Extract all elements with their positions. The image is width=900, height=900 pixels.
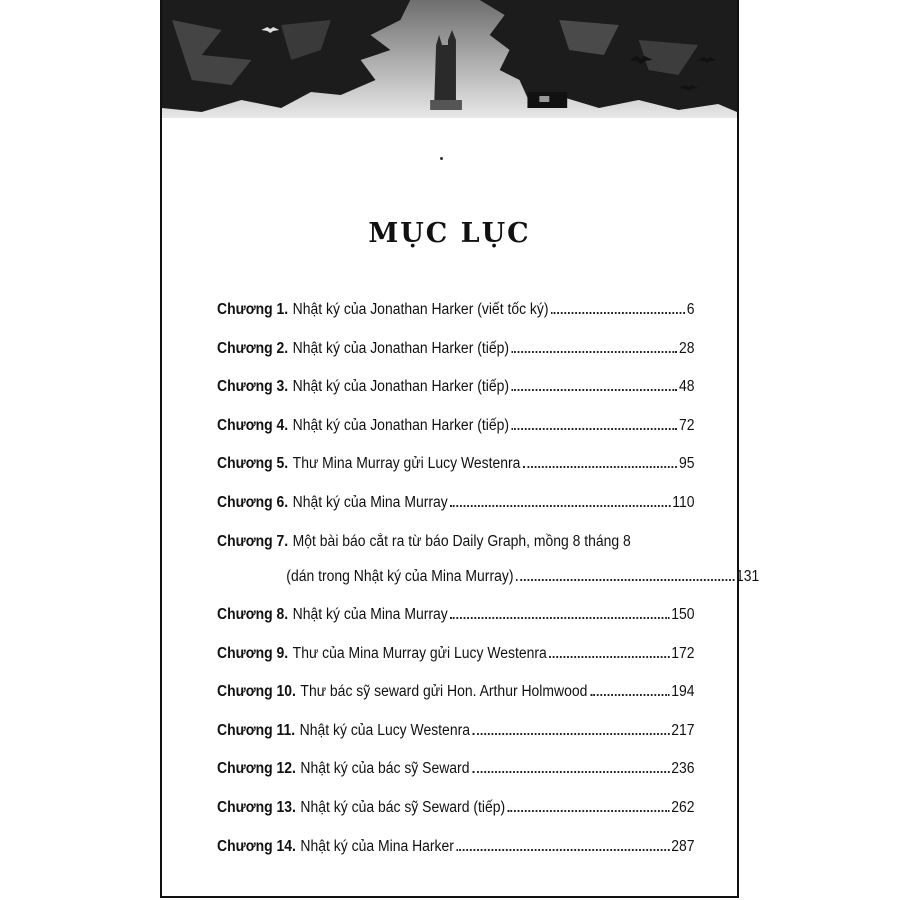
toc-entry: [217, 759, 695, 798]
page-number: 172: [671, 644, 695, 662]
chapter-title: Nhật ký của bác sỹ Seward (tiếp): [300, 799, 506, 817]
dot-leader: [551, 312, 685, 314]
chapter-title: Một bài báo cắt ra từ báo Daily Graph, mồng 8 tháng 8: [292, 532, 631, 550]
dot-leader: [590, 694, 669, 696]
book-page: [160, 0, 760, 898]
dot-leader: [508, 810, 670, 812]
chapter-title: Nhật ký của Jonathan Harker (viết tốc ký): [292, 301, 549, 318]
chapter-title: Nhật ký của Mina Murray: [292, 493, 448, 511]
dot-leader: [549, 656, 669, 658]
page-number: 236: [671, 760, 695, 778]
chapter-title: Nhật ký của Lucy Westenra: [299, 721, 470, 739]
chapter-number: Chương 11.: [217, 721, 296, 739]
page-number: 194: [671, 683, 695, 701]
chapter-number: Chương 14.: [217, 837, 296, 855]
chapter-number: Chương 1.: [217, 301, 289, 318]
chapter-title: Nhật ký của Mina Harker: [300, 837, 454, 855]
chapter-title: Nhật ký của Jonathan Harker (tiếp): [292, 378, 510, 396]
toc-entry: [217, 532, 760, 606]
toc-entry: [217, 454, 695, 493]
chapter-number: Chương 2.: [217, 339, 289, 357]
dot-leader: [523, 466, 677, 468]
dot-leader: [450, 617, 669, 619]
toc-entry: [217, 644, 695, 683]
page-number: 150: [671, 606, 695, 624]
dot-leader: [516, 579, 734, 581]
chapter-title: Thư bác sỹ seward gửi Hon. Arthur Holmwood: [300, 683, 588, 701]
page-number: 95: [678, 455, 695, 473]
chapter-title: Thư Mina Murray gửi Lucy Westenra: [292, 455, 521, 473]
chapter-title: Nhật ký của bác sỹ Seward: [300, 760, 470, 778]
page-number: 262: [671, 799, 695, 817]
page-number: 6: [686, 301, 695, 318]
dot-leader: [512, 428, 677, 430]
page-number: 28: [678, 339, 695, 357]
chapter-title: Nhật ký của Jonathan Harker (tiếp): [292, 339, 510, 357]
dot-leader: [473, 733, 670, 735]
page-number: 72: [678, 416, 695, 434]
chapter-title: Nhật ký của Jonathan Harker (tiếp): [292, 416, 510, 434]
page-number: 287: [671, 837, 695, 855]
chapter-number: Chương 10.: [217, 683, 296, 701]
toc-entry: [217, 682, 695, 721]
toc-entry: [217, 798, 695, 837]
chapter-title: Thư của Mina Murray gửi Lucy Westenra: [292, 644, 547, 662]
chapter-title-continued: (dán trong Nhật ký của Mina Murray): [286, 567, 514, 585]
dot-leader: [512, 389, 677, 391]
toc-entry: [217, 493, 695, 532]
chapter-number: Chương 13.: [217, 799, 296, 817]
page-number: 48: [678, 378, 695, 396]
chapter-number: Chương 4.: [217, 416, 289, 434]
toc-entry: [217, 721, 695, 760]
dot-leader: [450, 505, 670, 507]
chapter-number: Chương 8.: [217, 606, 289, 624]
toc-entry: [217, 300, 695, 339]
dot-leader: [512, 351, 677, 353]
toc-entry: [217, 377, 695, 416]
dot-leader: [472, 771, 669, 773]
chapter-title: Nhật ký của Mina Murray: [292, 606, 448, 624]
chapter-number: Chương 3.: [217, 378, 289, 396]
page-number: 110: [672, 493, 695, 511]
chapter-number: Chương 7.: [217, 532, 289, 550]
dot-leader: [457, 849, 670, 851]
page-number: 217: [671, 721, 695, 739]
toc-entry: [217, 339, 695, 378]
chapter-number: Chương 6.: [217, 493, 289, 511]
page-number: 131: [736, 567, 760, 585]
page-title: MỤC LỤC: [368, 218, 531, 249]
toc-entry: [217, 416, 695, 455]
chapter-number: Chương 5.: [217, 455, 289, 473]
toc-entry: [217, 837, 695, 876]
table-of-contents: [217, 300, 760, 875]
stray-dot: [440, 157, 443, 160]
toc-entry: [217, 605, 695, 644]
chapter-number: Chương 9.: [217, 644, 289, 662]
dark-forest-castle-banner: [162, 0, 737, 118]
chapter-number: Chương 12.: [217, 760, 296, 778]
